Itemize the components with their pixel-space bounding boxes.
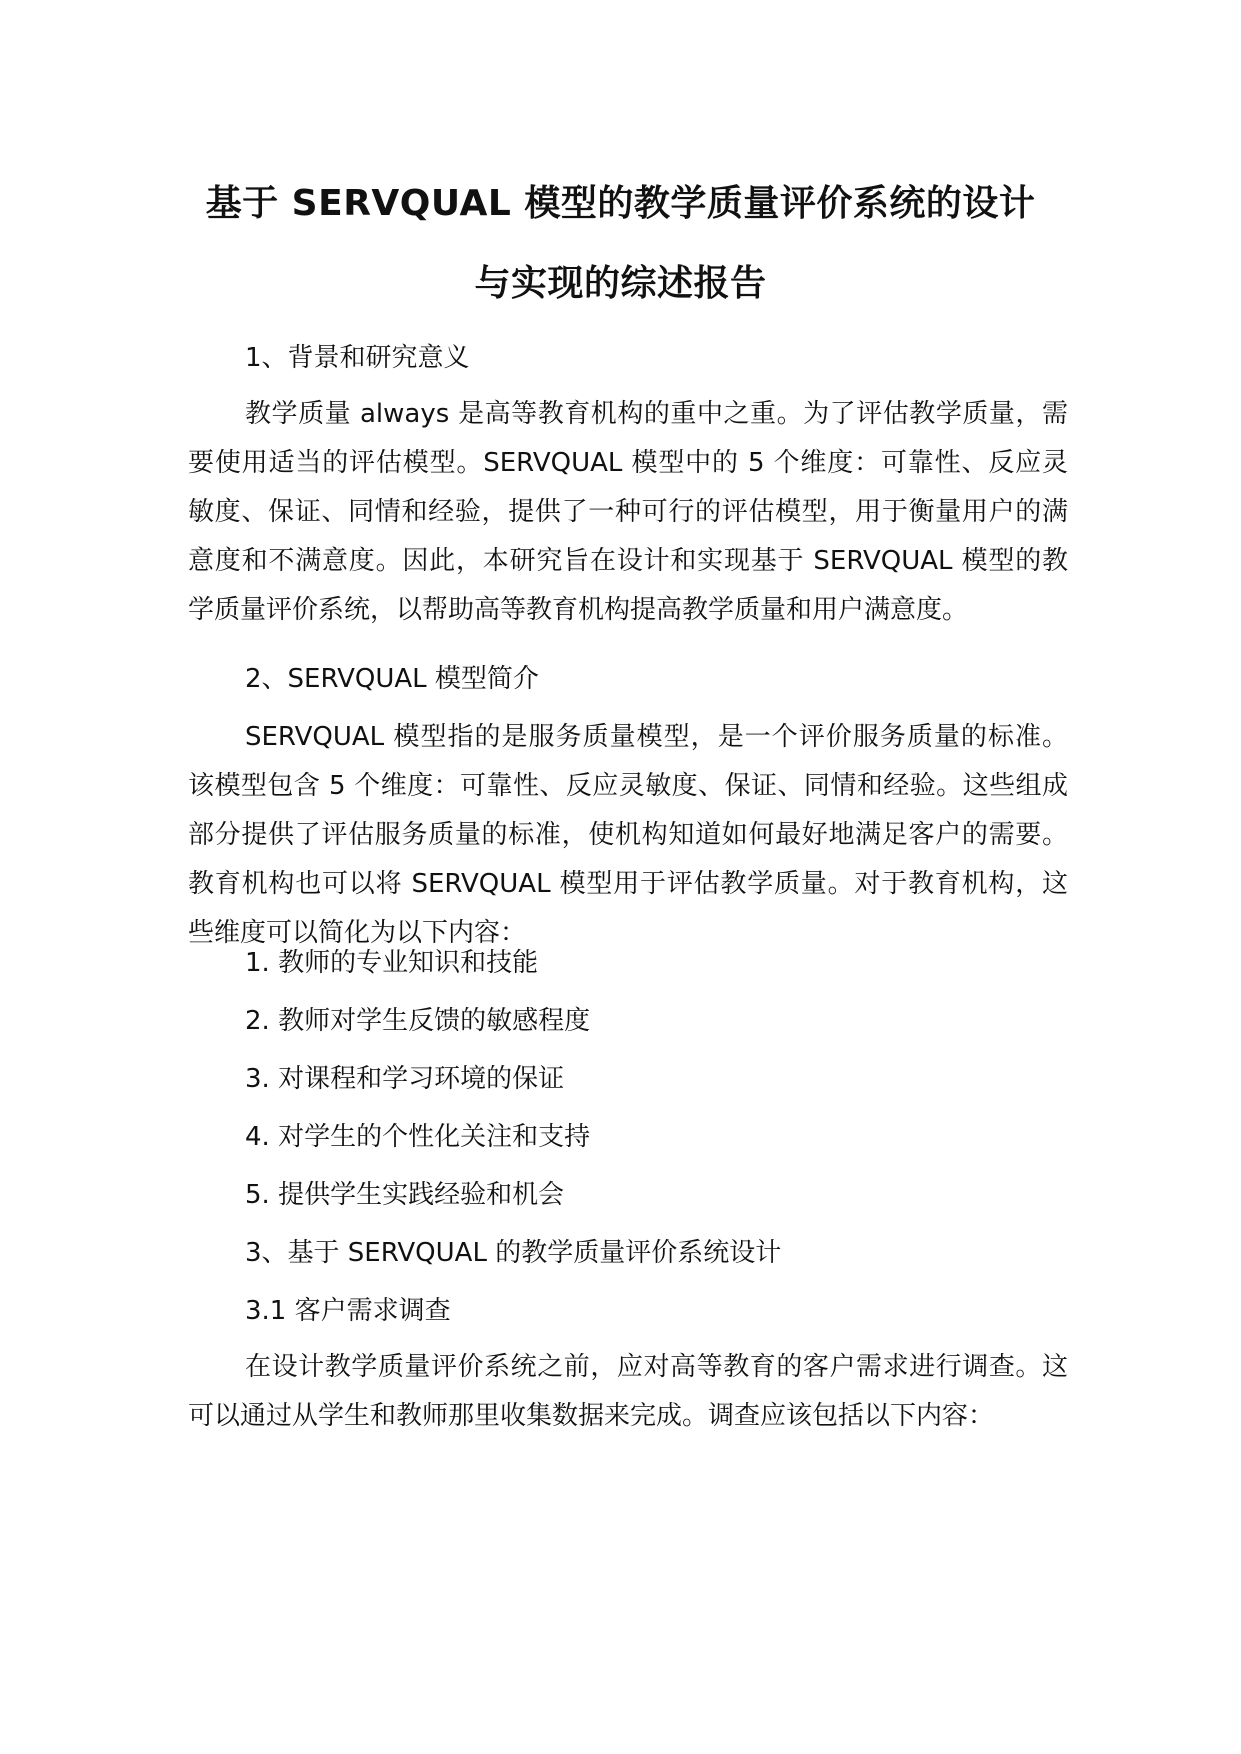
section-2-heading: 2、SERVQUAL 模型简介 <box>245 664 539 694</box>
document-title-line-2: 与实现的综述报告 <box>474 263 767 304</box>
section-2-paragraph: SERVQUAL 模型指的是服务质量模型，是一个评价服务质量的标准。该模型包含 5 个维度：可靠性、反应灵敏度、保证、同情和经验。这些组成部分提供了评估服务质量的标准，使机构知道如何最好地满足客户的需要。教育机构也可以将 SERVQUAL 模型用于评估教学质量。对于教育机构，这些维度可以简化为以下内容： <box>188 722 1068 948</box>
section-1-paragraph: 教学质量 always 是高等教育机构的重中之重。为了评估教学质量，需要使用适当的评估模型。SERVQUAL 模型中的 5 个维度：可靠性、反应灵敏度、保证、同情和经验，提供了一种可行的评估模型，用于衡量用户的满意度和不满意度。因此，本研究旨在设计和实现基于 SERVQUAL 模型的教学质量评价系统，以帮助高等教育机构提高教学质量和用户满意度。 <box>188 399 1068 625</box>
section-1-heading: 1、背景和研究意义 <box>245 343 470 373</box>
document-title-line-1: 基于 SERVQUAL 模型的教学质量评价系统的设计 <box>205 183 1036 224</box>
list-item: 4. 对学生的个性化关注和支持 <box>245 1122 591 1152</box>
list-item: 1. 教师的专业知识和技能 <box>245 948 539 978</box>
list-item: 3. 对课程和学习环境的保证 <box>245 1064 565 1094</box>
section-3-heading: 3、基于 SERVQUAL 的教学质量评价系统设计 <box>245 1238 782 1268</box>
subsection-3-1-paragraph: 在设计教学质量评价系统之前，应对高等教育的客户需求进行调查。这可以通过从学生和教师那里收集数据来完成。调查应该包括以下内容： <box>188 1352 1068 1431</box>
list-item: 2. 教师对学生反馈的敏感程度 <box>245 1006 591 1036</box>
list-item: 5. 提供学生实践经验和机会 <box>245 1180 565 1210</box>
subsection-3-1-heading: 3.1 客户需求调查 <box>245 1296 451 1326</box>
